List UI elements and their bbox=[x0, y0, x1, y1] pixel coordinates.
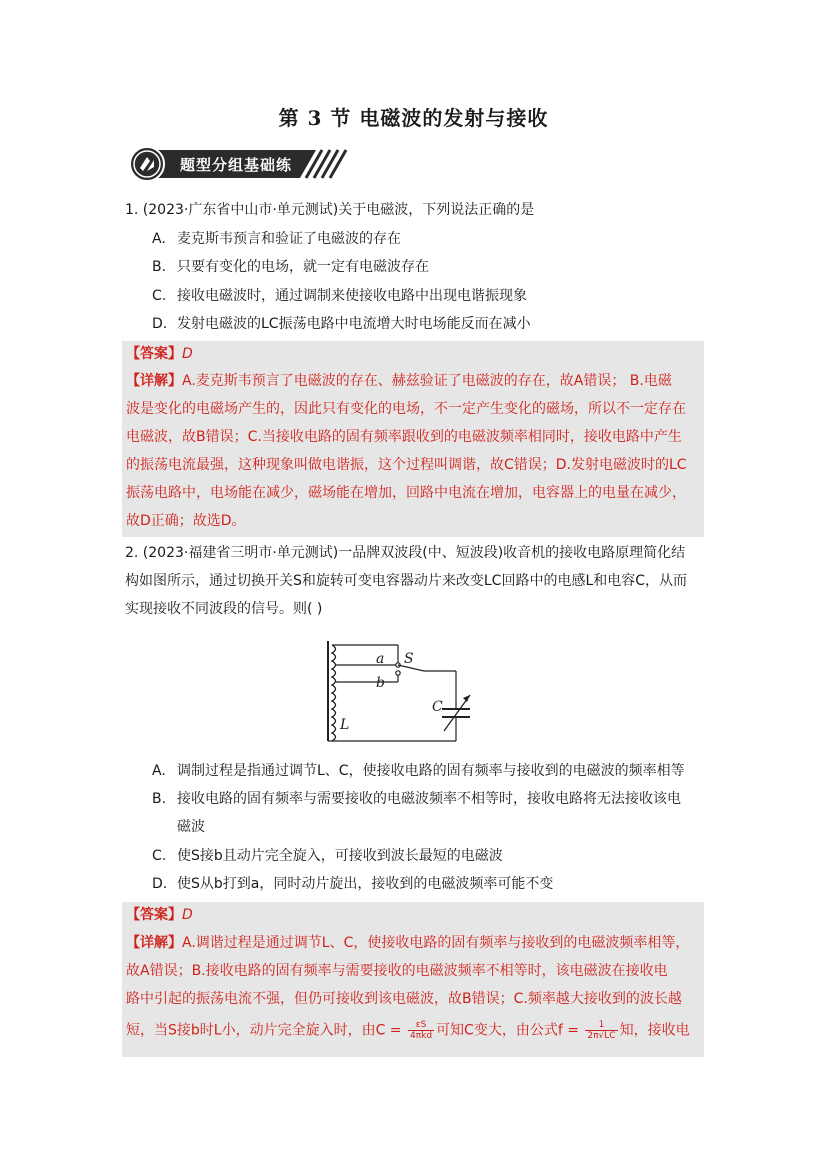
q1-answer-box bbox=[122, 341, 704, 537]
fraction-capacitance: $\frac{\varepsilon S}{\text{4πkd}}$ bbox=[409, 1020, 433, 1041]
label-c: C bbox=[432, 699, 443, 715]
q1-detail-line: 波是变化的电磁场产生的，因此只有变化的电场，不一定产生变化的磁场，所以不一定存在 bbox=[126, 401, 686, 417]
lc-circuit-diagram bbox=[312, 637, 488, 745]
q2-option-a: A. 调制过程是指通过调节L、C，使接收电路的固有频率与接收到的电磁波的频率相等 bbox=[152, 763, 685, 779]
q1-option-d: D. 发射电磁波的LC振荡电路中电流增大时电场能反而在减小 bbox=[152, 316, 531, 332]
q2-option-d: D. 使S从b打到a，同时动片旋出，接收到的电磁波频率可能不变 bbox=[152, 876, 554, 892]
q2-option-b-cont: 磁波 bbox=[177, 819, 205, 835]
q2-option-b: B. 接收电路的固有频率与需要接收的电磁波频率不相等时，接收电路将无法接收该电 bbox=[152, 791, 681, 807]
q1-option-b: B. 只要有变化的电场，就一定有电磁波存在 bbox=[152, 259, 429, 275]
q1-detail-line: 电磁波，故B错误；C.当接收电路的固有频率跟收到的电磁波频率相同时，接收电路中产生 bbox=[126, 429, 682, 445]
q2-detail-line: 故A错误；B.接收电路的固有频率与需要接收的电磁波频率不相等时，该电磁波在接收电 bbox=[126, 963, 668, 979]
q1-option-c: C. 接收电磁波时，通过调制来使接收电路中出现电谐振现象 bbox=[152, 288, 527, 304]
q2-stem-line: 构如图所示，通过切换开关S和旋转可变电容器动片来改变LC回路中的电感L和电容C，从而 bbox=[125, 573, 688, 589]
q2-answer: 【答案】D bbox=[126, 907, 193, 923]
inductor-coil bbox=[332, 645, 336, 741]
q1-detail-line: 故D正确；故选D。 bbox=[126, 513, 246, 529]
terminal-b bbox=[396, 671, 400, 675]
label-a: a bbox=[376, 651, 385, 667]
q1-stem: 1. (2023·广东省中山市·单元测试)关于电磁波，下列说法正确的是 bbox=[125, 202, 535, 218]
q2-stem-line: 2. (2023·福建省三明市·单元测试)一品牌双波段(中、短波段)收音机的接收电路原理简化结 bbox=[125, 545, 686, 561]
page-title: 第 3 节 电磁波的发射与接收 bbox=[278, 106, 549, 130]
label-s: S bbox=[404, 651, 414, 667]
q1-detail-line: 【详解】A.麦克斯韦预言了电磁波的存在、赫兹验证了电磁波的存在，故A错误； B.电磁 bbox=[126, 373, 672, 389]
q2-stem-line: 实现接收不同波段的信号。则( ) bbox=[125, 601, 323, 617]
label-l: L bbox=[340, 717, 350, 733]
label-b: b bbox=[376, 675, 385, 691]
q1-answer: 【答案】D bbox=[126, 346, 193, 362]
fraction-frequency: $\frac{1}{2\pi√LC}$ bbox=[587, 1020, 616, 1041]
q1-detail-line: 振荡电路中，电场能在减少，磁场能在增加，回路中电流在增加，电容器上的电量在减少， bbox=[126, 485, 686, 501]
section-banner bbox=[128, 145, 348, 183]
q1-detail-line: 的振荡电流最强，这种现象叫做电谐振，这个过程叫调谐，故C错误；D.发射电磁波时的LC bbox=[126, 457, 687, 473]
q1-option-a: A. 麦克斯韦预言和验证了电磁波的存在 bbox=[152, 231, 401, 247]
section-banner-label: 题型分组基础练 bbox=[180, 156, 293, 174]
q2-detail-line: 【详解】A.调谐过程是通过调节L、C，使接收电路的固有频率与接收到的电磁波频率相等， bbox=[126, 935, 690, 951]
q2-option-c: C. 使S接b且动片完全旋入，可接收到波长最短的电磁波 bbox=[152, 848, 503, 864]
q2-detail-formula-line: 短，当S接b时L小，动片完全旋入时，由C = $\frac{\varepsilon S}{\text{4πkd}}$ 可知C变大，由公式f = $\frac{1}{2\pi√LC}$ 知，接收电 bbox=[126, 1020, 690, 1041]
q2-detail-line: 路中引起的振荡电流不强，但仍可接收到该电磁波，故B错误；C.频率越大接收到的波长越 bbox=[126, 991, 682, 1007]
q2-answer-box bbox=[122, 902, 704, 1057]
